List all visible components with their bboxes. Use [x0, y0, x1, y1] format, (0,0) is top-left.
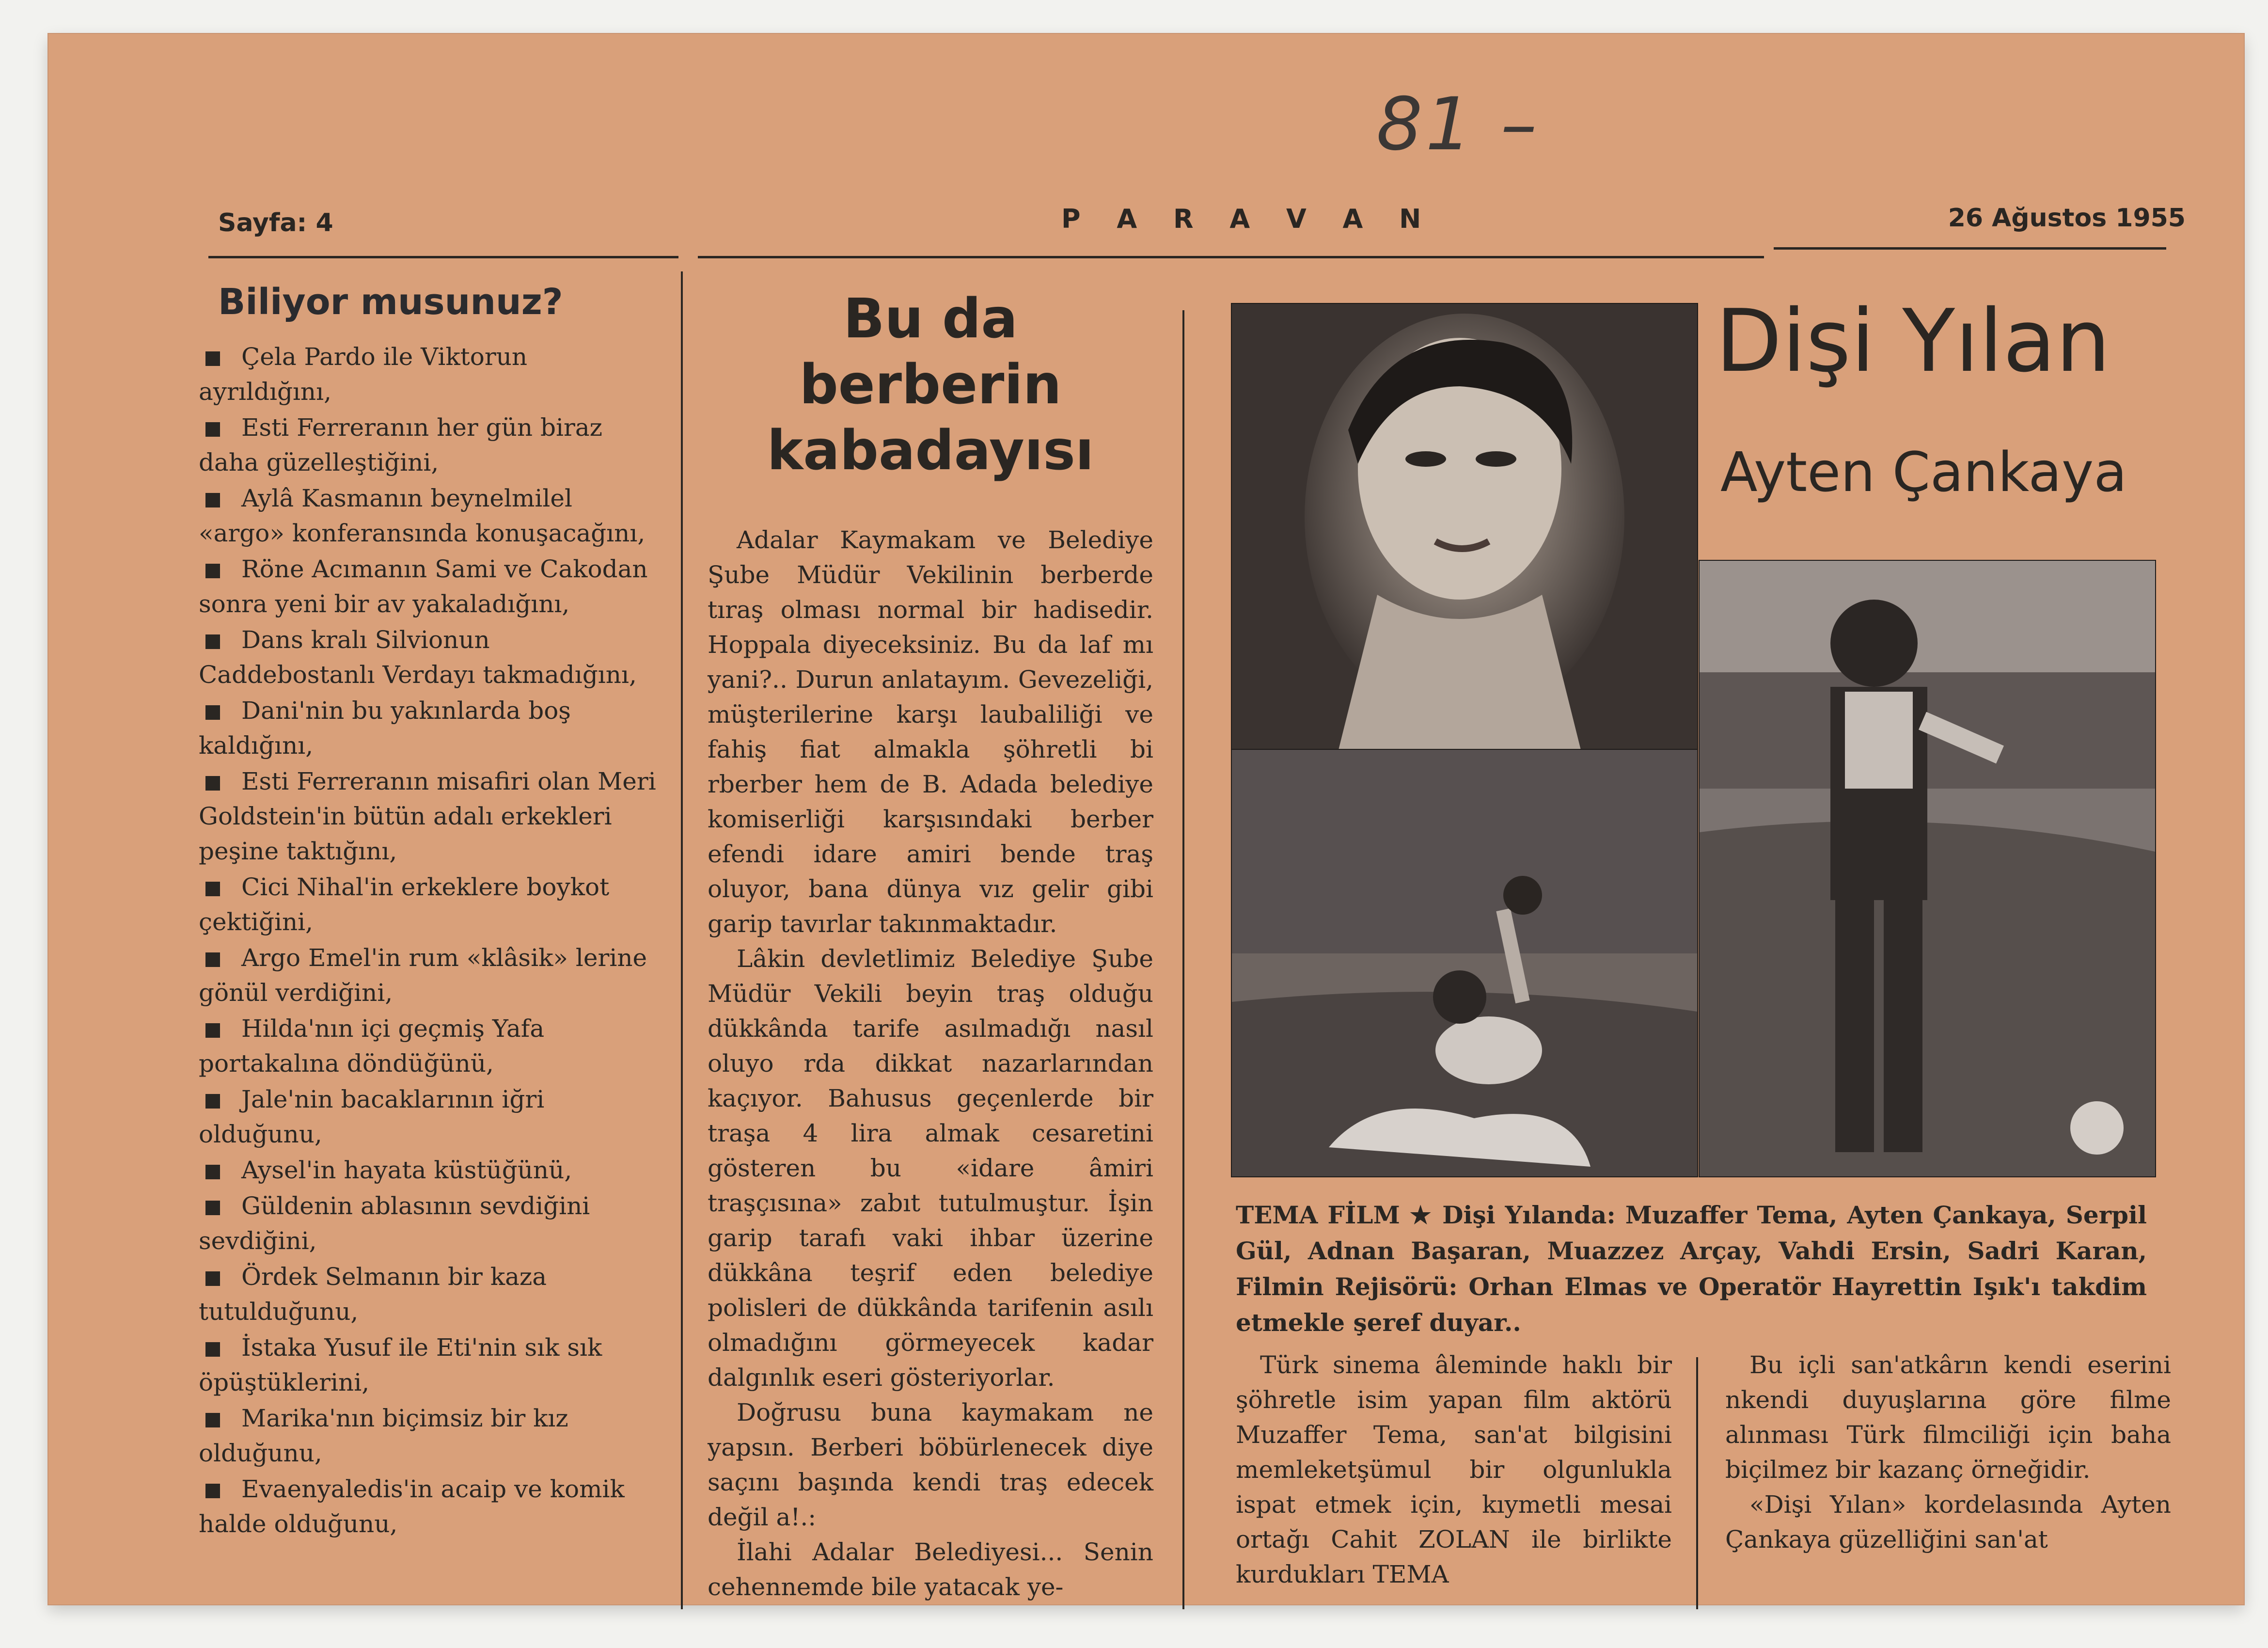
square-bullet-icon — [205, 493, 220, 507]
square-bullet-icon — [205, 1165, 220, 1179]
list-item: Ördek Selmanın bir kaza tutulduğunu, — [199, 1263, 547, 1326]
column-divider-1 — [681, 271, 683, 1609]
list-item: Röne Acımanın Sami ve Cakodan sonra yeni bir av yakaladığını, — [199, 555, 648, 618]
list-item: Argo Emel'in rum «klâsik» lerine gönül verdiğini, — [199, 944, 647, 1007]
square-bullet-icon — [205, 705, 220, 720]
barber-article — [708, 286, 1153, 1604]
barber-article-body — [708, 523, 1153, 1604]
man-in-vest-illustration — [1700, 561, 2155, 1176]
article-paragraph: Lâkin devletlimiz Belediye Şube Müdür Vekili beyin traş olduğu dükkânda tarife asılmadığı nasıl oluyo rda dikkat nazarlarından kaçıyor. Bahusus geçenlerde bir traşa 4 lira almak cesaretini gösteren bu «idare âmiri traşçısına» zabıt tutulmuştur. İşin garip tarafı vaki ihbar üzerine dükkâna teşrif eden belediye polisleri de dükkânda tarifenin asılı olmadığını görmeyecek kadar dalgınlık eseri gösteriyorlar. — [708, 945, 1153, 1392]
masthead-rule-right — [1774, 247, 2166, 250]
barber-headline: Bu da berberin kabadayısı — [767, 287, 1094, 482]
list-item: Hilda'nın içi geçmiş Yafa portakalına döndüğünü, — [199, 1014, 545, 1078]
list-item: Çela Pardo ile Viktorun ayrıldığını, — [199, 343, 528, 406]
square-bullet-icon — [205, 1413, 220, 1427]
list-item: Esti Ferreranın misafiri olan Meri Goldstein'in bütün adalı erkekleri peşine taktığını, — [199, 767, 656, 865]
list-item: Aylâ Kasmanın beynelmilel «argo» konferansında konuşacağını, — [199, 484, 646, 547]
list-item: Dani'nin bu yakınlarda boş kaldığını, — [199, 697, 571, 760]
masthead-rule-center — [698, 256, 1764, 258]
list-item: Aysel'in hayata küstüğünü, — [199, 1153, 664, 1188]
article-paragraph: Bu içli san'atkârın kendi eserini nkendi duyuşlarına göre filme alınması Türk filmciliği için baha biçilmez bir kazanç örneğidir. — [1725, 1351, 2171, 1484]
page-number: Sayfa: 4 — [218, 208, 333, 238]
square-bullet-icon — [205, 776, 220, 791]
woman-sitting-photo — [1231, 749, 1698, 1177]
portrait-illustration — [1232, 304, 1697, 750]
article-paragraph: Doğrusu buna kaymakam ne yapsın. Berberi böbürlenecek diye saçını başında kendi traş edecek değil a!.: — [708, 1398, 1153, 1531]
handwritten-page-number: 81 – — [1376, 82, 1540, 167]
square-bullet-icon — [205, 1201, 220, 1215]
article-paragraph: İlahi Adalar Belediyesi... Senin cehennemde bile yatacak ye- — [708, 1538, 1153, 1601]
list-item: Güldenin ablasının sevdiğini sevdiğini, — [199, 1192, 590, 1255]
film-star-name: Ayten Çankaya — [1720, 441, 2127, 504]
masthead-rule-left — [208, 256, 678, 258]
list-item: Cici Nihal'in erkeklere boykot çektiğini, — [199, 873, 610, 936]
square-bullet-icon — [205, 882, 220, 896]
film-caption: TEMA FİLM ★ Dişi Yılanda: Muzaffer Tema, Ayten Çankaya, Serpil Gül, Adnan Başaran, Muazzez Arçay, Vahdi Ersin, Sadri Karan, Filmin Rejisörü: Orhan Elmas ve Operatör Hayrettin Işık'ı takdim etmekle şeref duyar.. — [1236, 1201, 2147, 1337]
did-you-know-heading: Biliyor musunuz? — [218, 281, 563, 323]
list-item: Esti Ferreranın her gün biraz daha güzelleştiğini, — [199, 413, 603, 476]
square-bullet-icon — [205, 564, 220, 578]
man-in-vest-photo — [1699, 560, 2156, 1177]
list-item: Jale'nin bacaklarının iğri olduğunu, — [199, 1085, 545, 1148]
article-paragraph: «Dişi Yılan» kordelasında Ayten Çankaya güzelliğini san'at — [1725, 1490, 2171, 1553]
film-title: Dişi Yılan — [1716, 291, 2110, 391]
issue-date: 26 Ağustos 1955 — [1948, 204, 2186, 233]
square-bullet-icon — [205, 634, 220, 649]
list-item: Evaenyaledis'in acaip ve komik halde olduğunu, — [199, 1475, 625, 1538]
list-item: Marika'nın biçimsiz bir kız olduğunu, — [199, 1404, 568, 1467]
newspaper-title: P A R A V A N — [1061, 204, 1435, 234]
square-bullet-icon — [205, 1023, 220, 1038]
column-divider-3 — [1696, 1357, 1698, 1609]
square-bullet-icon — [205, 1271, 220, 1286]
list-item: Dans kralı Silvionun Caddebostanlı Verdayı takmadığını, — [199, 626, 637, 689]
woman-sitting-illustration — [1232, 750, 1697, 1176]
square-bullet-icon — [205, 952, 220, 967]
square-bullet-icon — [205, 351, 220, 366]
portrait-photo — [1231, 303, 1698, 751]
square-bullet-icon — [205, 422, 220, 437]
article-paragraph: Adalar Kaymakam ve Belediye Şube Müdür Vekilinin berberde tıraş olması normal bir hadisedir. Hoppala diyeceksiniz. Bu da laf mı yani?.. Durun anlatayım. Gevezeliği, müşterilerine karşı laubaliliği ve fahiş fiat almakla şöhretli bi rberber hem de B. Adada belediye komiserliği karşısındaki berber efendi idare amiri bende traş oluyor, bana dünya vız gelir gibi garip tavırlar takınmaktadır. — [708, 526, 1153, 938]
did-you-know-column — [199, 281, 664, 1542]
square-bullet-icon — [205, 1484, 220, 1498]
film-article-right — [1725, 1347, 2171, 1557]
column-divider-2 — [1182, 310, 1184, 1609]
list-item: İstaka Yusuf ile Eti'nin sık sık öpüştüklerini, — [199, 1333, 602, 1396]
film-article-left — [1236, 1347, 1672, 1592]
article-paragraph: Türk sinema âleminde haklı bir şöhretle isim yapan film aktörü Muzaffer Tema, san'at bilgisini memleketşümul bir olgunlukla ispat etmek için, kıymetli mesai ortağı Cahit ZOLAN ile birlikte kurdukları TEMA — [1236, 1351, 1672, 1588]
square-bullet-icon — [205, 1342, 220, 1357]
square-bullet-icon — [205, 1094, 220, 1109]
